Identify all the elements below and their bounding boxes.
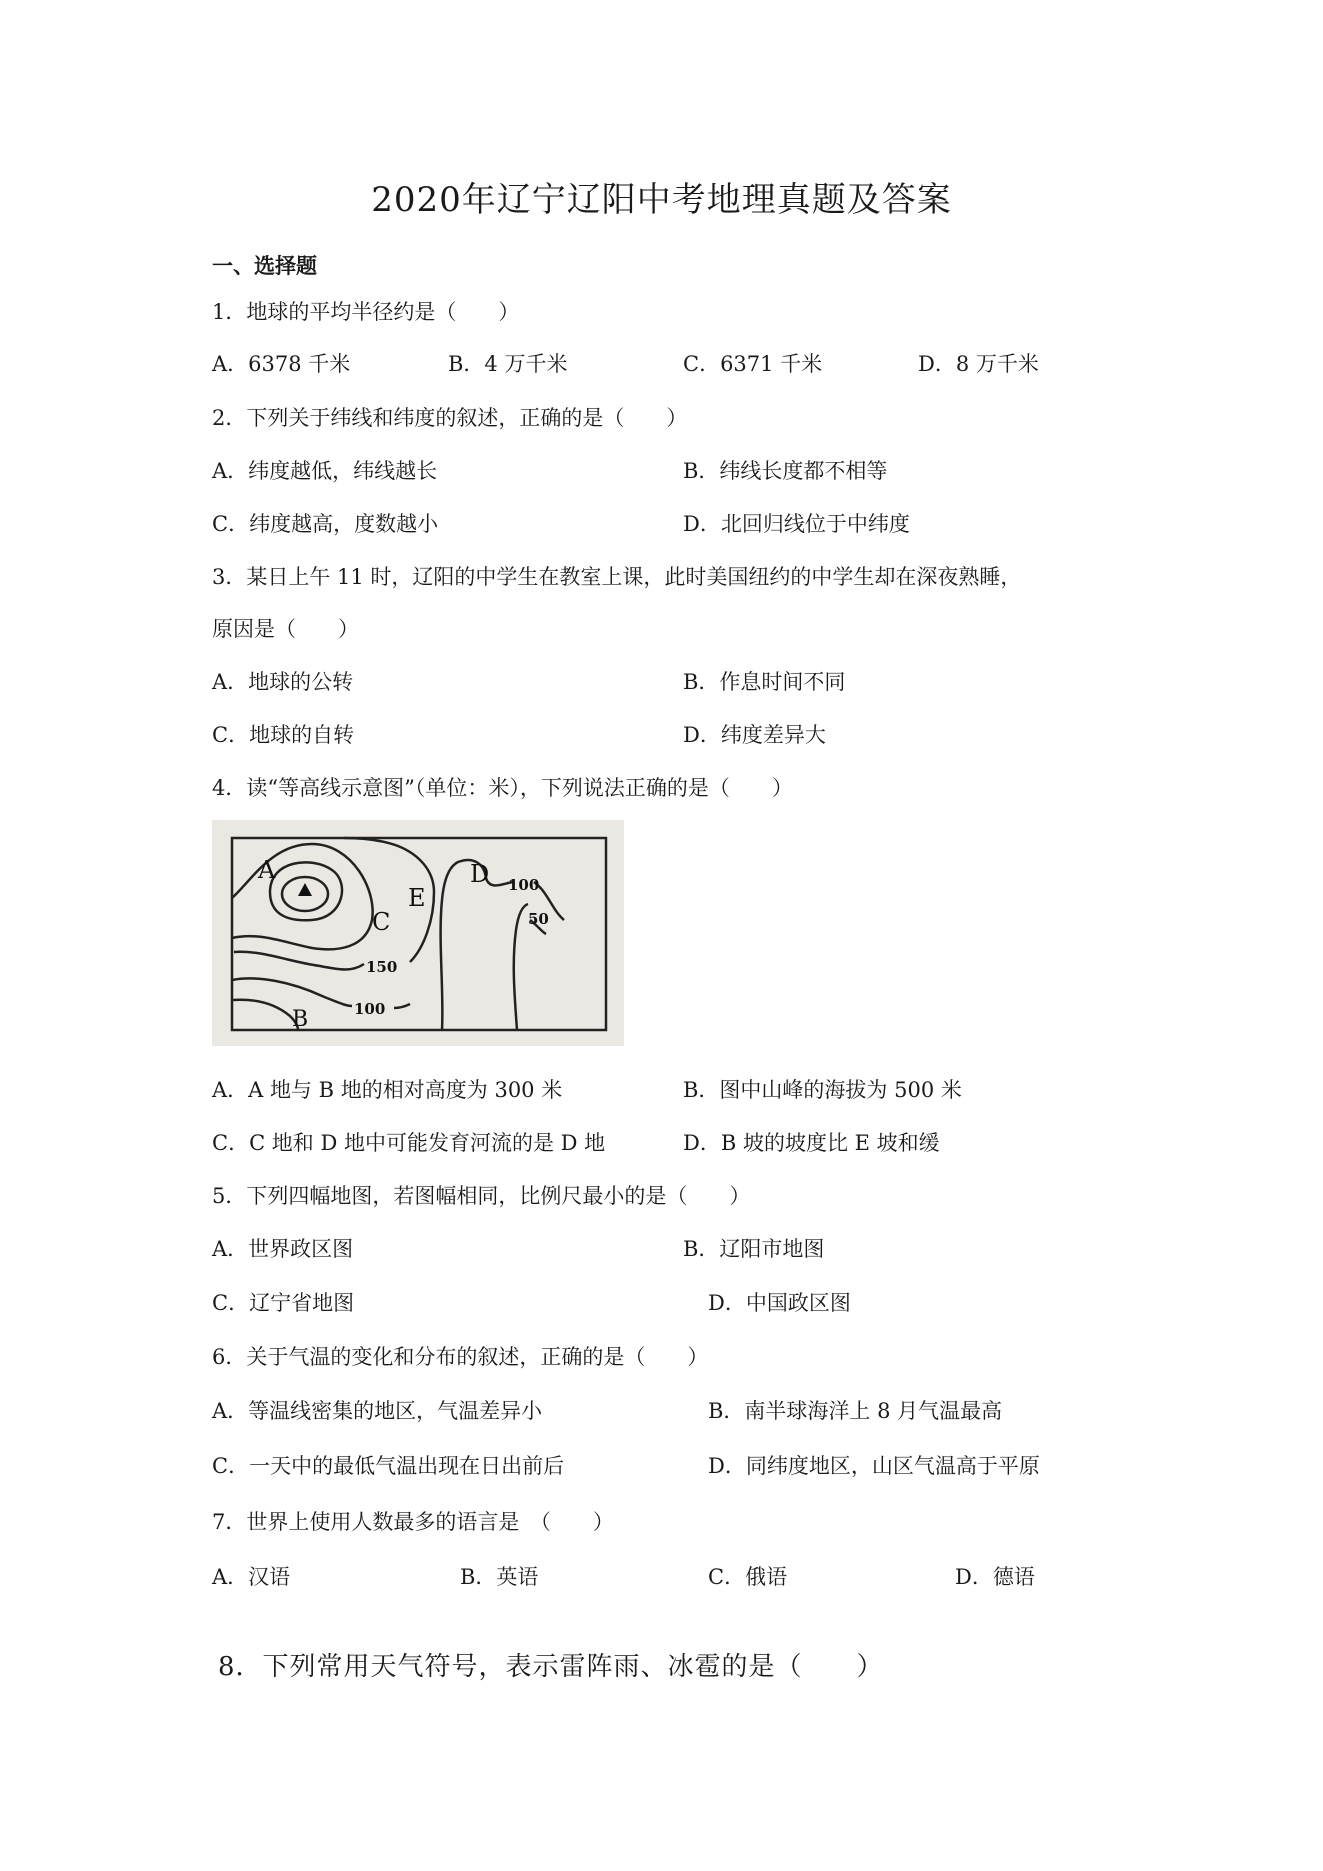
label-b: B	[292, 1007, 309, 1032]
q7-option-b: B．英语	[460, 1565, 539, 1589]
section-heading: 一、选择题	[212, 253, 317, 278]
q7-option-d: D．德语	[955, 1565, 1035, 1589]
q3-option-d: D．纬度差异大	[683, 723, 826, 747]
q3-option-a: A．地球的公转	[212, 670, 354, 694]
q6-option-a: A．等温线密集的地区，气温差异小	[212, 1399, 543, 1423]
q1-option-b: B．4 万千米	[448, 352, 568, 376]
label-c: C	[372, 908, 391, 936]
contour-line-50-left	[232, 1000, 298, 1030]
q4-option-b: B．图中山峰的海拔为 500 米	[683, 1078, 962, 1102]
q1-option-d: D．8 万千米	[918, 352, 1039, 376]
q4-option-c: C．C 地和 D 地中可能发育河流的是 D 地	[212, 1131, 606, 1155]
question-8-stem: 8．下列常用天气符号，表示雷阵雨、冰雹的是（ ）	[218, 1652, 884, 1682]
contour-map-svg	[212, 820, 624, 1046]
value-100-left: 100	[354, 1000, 386, 1018]
q7-option-a: A．汉语	[212, 1565, 291, 1589]
page-title: 2020年辽宁辽阳中考地理真题及答案	[371, 180, 952, 220]
contour-line-200	[232, 844, 373, 949]
q6-option-c: C．一天中的最低气温出现在日出前后	[212, 1454, 565, 1478]
q3-option-c: C．地球的自转	[212, 723, 355, 747]
q4-option-a: A．A 地与 B 地的相对高度为 300 米	[212, 1078, 563, 1102]
q4-option-d: D．B 坡的坡度比 E 坡和缓	[683, 1131, 940, 1155]
value-50: 50	[528, 910, 549, 928]
question-6-stem: 6．关于气温的变化和分布的叙述，正确的是（ ）	[212, 1345, 709, 1369]
q1-option-c: C．6371 千米	[683, 352, 823, 376]
label-d: D	[470, 860, 490, 888]
q5-option-c: C．辽宁省地图	[212, 1291, 355, 1315]
label-a: A	[258, 856, 276, 884]
q2-option-c: C．纬度越高，度数越小	[212, 512, 439, 536]
contour-line-50-right	[514, 904, 528, 1030]
q2-option-b: B．纬线长度都不相等	[683, 459, 888, 483]
summit-triangle-icon	[298, 883, 312, 896]
value-100-right: 100	[508, 876, 540, 894]
question-1-stem: 1．地球的平均半径约是（ ）	[212, 300, 520, 324]
q7-option-c: C．俄语	[708, 1565, 788, 1589]
q5-option-b: B．辽阳市地图	[683, 1237, 825, 1261]
question-3-stem-line2: 原因是（ ）	[212, 617, 359, 641]
contour-line-150-left	[234, 952, 364, 970]
value-150: 150	[366, 958, 398, 976]
question-3-stem: 3．某日上午 11 时，辽阳的中学生在教室上课，此时美国纽约的中学生却在深夜熟睡，	[212, 565, 1022, 589]
contour-map-figure	[212, 820, 624, 1046]
q3-option-b: B．作息时间不同	[683, 670, 846, 694]
question-4-stem: 4．读“等高线示意图”（单位：米），下列说法正确的是（ ）	[212, 776, 793, 800]
contour-line-100-left	[232, 978, 352, 1006]
q1-option-a: A．6378 千米	[212, 352, 351, 376]
q5-option-d: D．中国政区图	[708, 1291, 851, 1315]
contour-line-100-tail	[394, 1004, 410, 1008]
question-5-stem: 5．下列四幅地图，若图幅相同，比例尺最小的是（ ）	[212, 1184, 751, 1208]
label-e: E	[408, 884, 426, 912]
q2-option-a: A．纬度越低，纬线越长	[212, 459, 438, 483]
question-7-stem: 7．世界上使用人数最多的语言是 （ ）	[212, 1510, 614, 1534]
question-2-stem: 2．下列关于纬线和纬度的叙述，正确的是（ ）	[212, 406, 688, 430]
q6-option-b: B．南半球海洋上 8 月气温最高	[708, 1399, 1003, 1423]
q5-option-a: A．世界政区图	[212, 1237, 354, 1261]
q2-option-d: D．北回归线位于中纬度	[683, 512, 910, 536]
q6-option-d: D．同纬度地区，山区气温高于平原	[708, 1454, 1040, 1478]
